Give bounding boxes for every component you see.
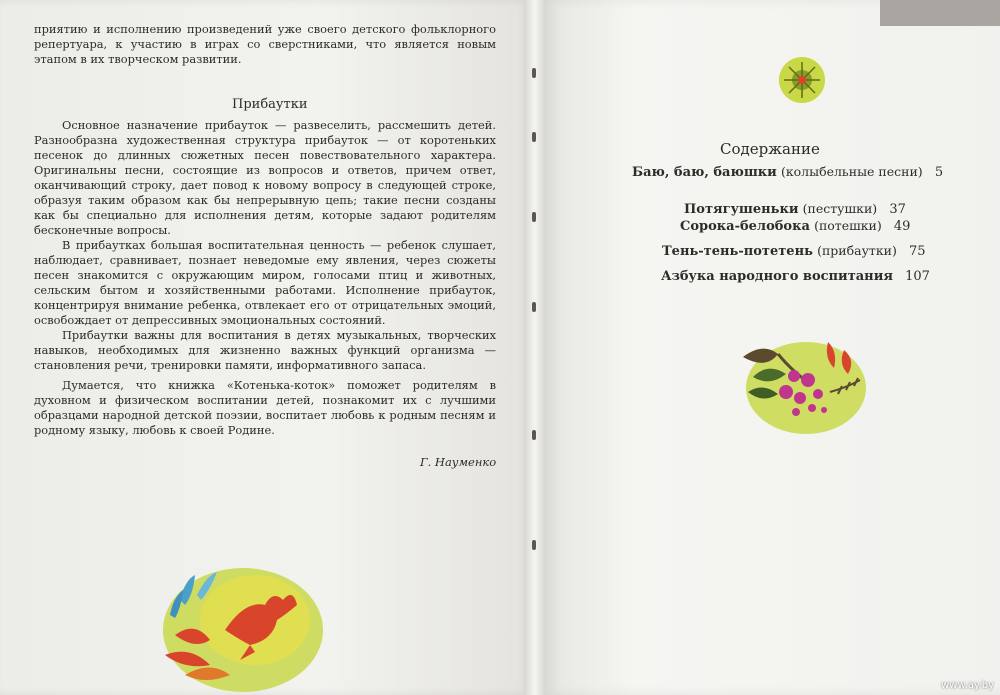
bird-ornament: [155, 560, 330, 695]
toc-title: Содержание: [720, 140, 820, 158]
staple: [532, 212, 536, 222]
section-title: Прибаутки: [232, 97, 308, 112]
watermark: www.ay.by: [941, 680, 994, 691]
staple: [532, 540, 536, 550]
toc-entry: Потягушеньки (пестушки) 37: [684, 201, 906, 217]
toc-entry: Тень-тень-потетень (прибаутки) 75: [662, 243, 926, 259]
prybautki-text: [34, 118, 496, 373]
toc-entry: Азбука народного воспитания 107: [661, 269, 930, 284]
background-corner: [880, 0, 1000, 26]
paragraph: Прибаутки важны для воспитания в детях музыкальных, творческих навыков, необходимых для жизненно важных функций организма — становления речи, тренировки памяти, информативного запаса.: [34, 328, 496, 372]
staple: [532, 132, 536, 142]
berry-ornament: [738, 332, 868, 436]
closing-text: [34, 378, 496, 438]
paragraph: В прибаутках большая воспитательная ценность — ребенок слушает, наблюдает, сравнивает, познает неведомые ему явления, через сюжеты песен знакомится с окружающим миром, голосами птиц и животных, сельским бытом и хозяйственными работами. Исполнение прибауток, концентрируя внимание ребенка, отвлекает его от отрицательных эмоций, освобождает от депрессивных эмоциональных состояний.: [34, 238, 496, 327]
staple: [532, 68, 536, 78]
staple: [532, 302, 536, 312]
toc-entry: Сорока-белобока (потешки) 49: [680, 218, 911, 234]
toc-entry: Баю, баю, баюшки (колыбельные песни) 5: [632, 164, 944, 180]
staple: [532, 430, 536, 440]
paragraph: Основное назначение прибауток — развеселить, рассмешить детей. Разнообразна художественная структура прибауток — от коротеньких песенок до длинных сюжетных песен повествовательного характера. Оригинальны песни, состоящие из вопросов и ответов, причем ответ, оканчивающий строку, дает повод к новому вопросу в следующей строке, образуя таким образом как бы непрерывную цепь; такие песни созданы как бы специально для исполнения детям, которые задают родителям бесконечные вопросы.: [34, 118, 496, 237]
author-signature: Г. Науменко: [420, 455, 497, 469]
closing-paragraph: Думается, что книжка «Котенька-коток» поможет родителям в духовном и физическом воспитании детей, познакомит их с лучшими образцами народной детской поэзии, воспитает любовь к родным песням и родному языку, любовь к своей Родине.: [34, 378, 496, 437]
sun-ornament: [778, 56, 826, 104]
intro-paragraph: приятию и исполнению произведений уже своего детского фольклорного репертуара, к участию в играх со сверстниками, что является новым этапом в их творческом развитии.: [34, 22, 496, 66]
intro-text: [34, 22, 496, 67]
